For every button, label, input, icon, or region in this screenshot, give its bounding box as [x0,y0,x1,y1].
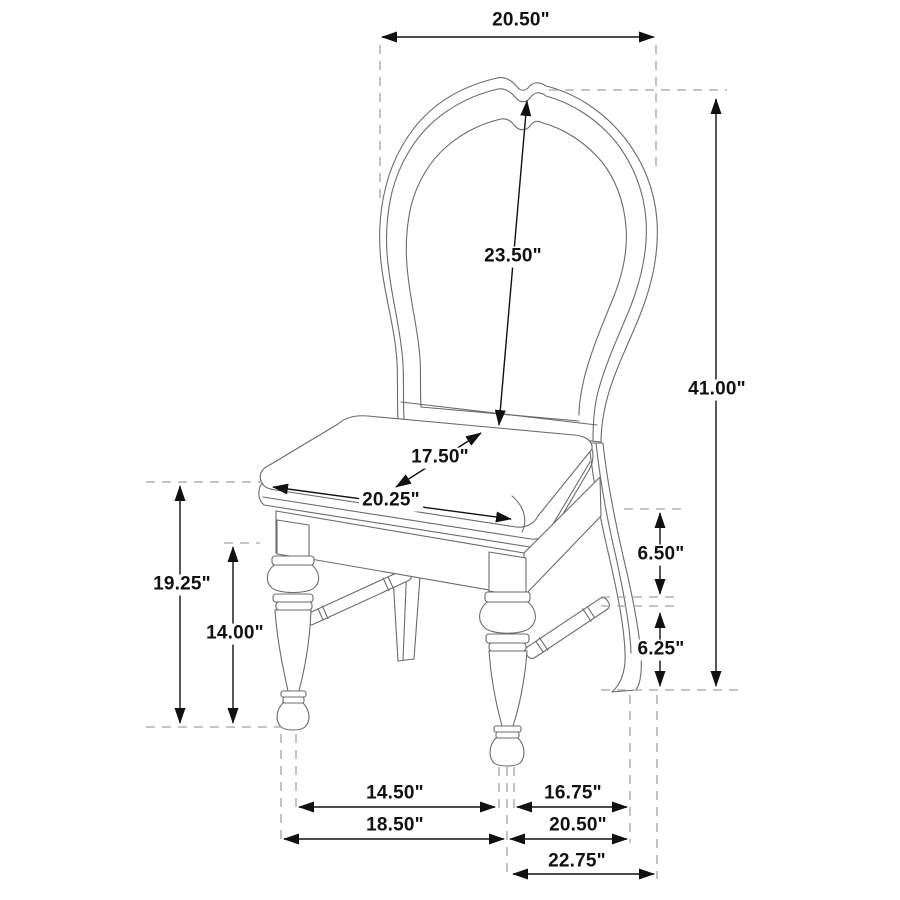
dim-label-back-width-top: 20.50" [489,11,553,32]
right-stretcher [523,595,612,661]
dim-label-overall-height: 41.00" [685,380,749,401]
dim-label-leg-height: 14.00" [203,624,267,645]
dim-label-front-width-outer: 18.50" [363,816,427,837]
dim-label-back-diagonal: 23.50" [481,247,545,268]
dim-label-front-leg-span: 14.50" [363,784,427,805]
dim-label-seat-to-stretcher: 6.50" [635,545,688,566]
dim-label-side-depth-outer: 20.50" [546,816,610,837]
dim-label-seat-depth: 17.50" [408,448,472,469]
dim-label-overall-depth: 22.75" [545,852,609,873]
dim-label-side-leg-span: 16.75" [541,784,605,805]
dim-label-floor-to-seat: 19.25" [150,575,214,596]
dim-label-seat-width: 20.25" [359,491,423,512]
dim-label-stretcher-to-floor: 6.25" [635,640,688,661]
